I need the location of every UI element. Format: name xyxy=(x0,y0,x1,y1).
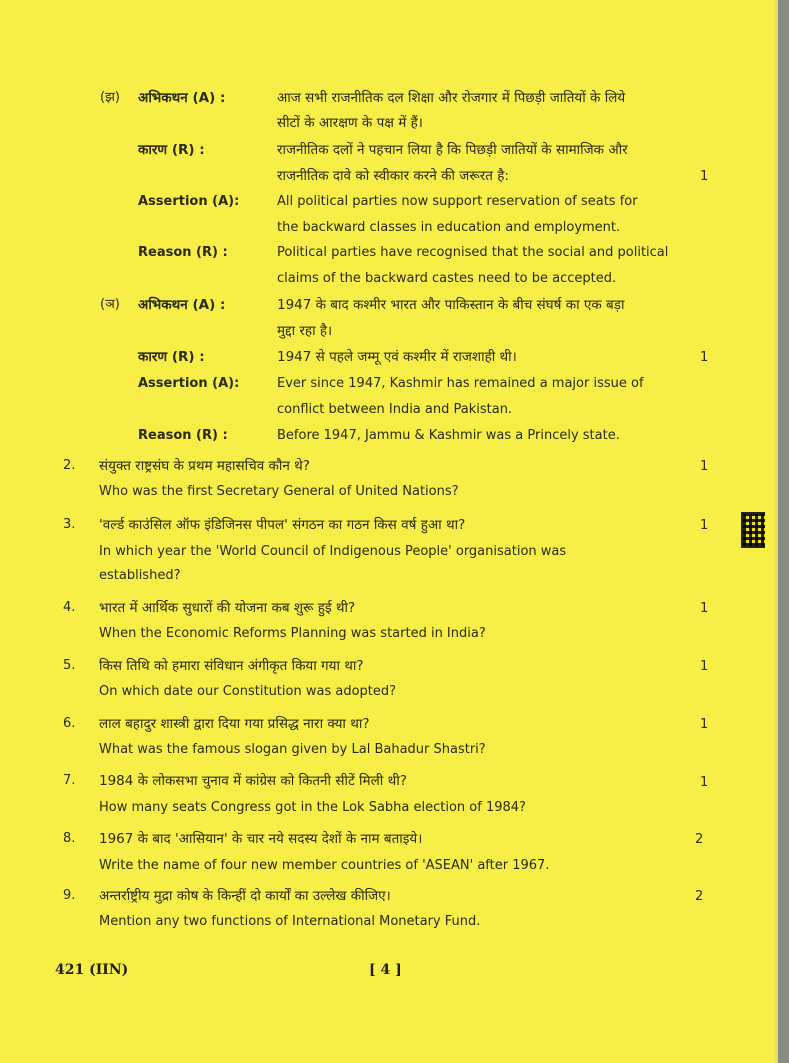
assertion-text-hi: आज सभी राजनीतिक दल शिक्षा और रोजगार में पिछड़ी जातियों के लिये xyxy=(277,90,626,106)
question-text-en: How many seats Congress got in the Lok Sabha election of 1984? xyxy=(99,800,526,815)
assertion-text-en: All political parties now support reservation of seats for xyxy=(277,194,638,209)
marks: 2 xyxy=(695,832,704,847)
question-text-en: Who was the first Secretary General of United Nations? xyxy=(99,484,459,499)
assertion-label-en: Assertion (A): xyxy=(138,376,240,391)
question-text-en: established? xyxy=(99,568,181,583)
question-number: 4. xyxy=(63,600,76,615)
marks: 1 xyxy=(700,350,709,365)
question-text-en: What was the famous slogan given by Lal Bahadur Shastri? xyxy=(99,742,486,757)
question-number: 5. xyxy=(63,658,76,673)
question-text-en: Write the name of four new member countries of 'ASEAN' after 1967. xyxy=(99,858,550,873)
assertion-text-hi: मुद्दा रहा है। xyxy=(277,323,333,339)
question-text-hi: 'वर्ल्ड काउंसिल ऑफ इंडिजिनस पीपल' संगठन का गठन किस वर्ष हुआ था? xyxy=(99,517,466,533)
paper-code: 421 (IIN) xyxy=(55,962,129,978)
question-text-hi: किस तिथि को हमारा संविधान अंगीकृत किया गया था? xyxy=(99,658,364,674)
question-number: 3. xyxy=(63,517,76,532)
assertion-text-hi: सीटों के आरक्षण के पक्ष में हैं। xyxy=(277,115,423,131)
marks: 1 xyxy=(700,169,709,184)
subq-marker-nja: (ञ) xyxy=(100,297,120,312)
marks: 2 xyxy=(695,889,704,904)
question-text-hi: अन्तर्राष्ट्रीय मुद्रा कोष के किन्हीं दो कार्यों का उल्लेख कीजिए। xyxy=(99,888,391,904)
question-text-en: On which date our Constitution was adopted? xyxy=(99,684,397,699)
reason-text-en: claims of the backward castes need to be accepted. xyxy=(277,271,617,286)
question-text-hi: भारत में आर्थिक सुधारों की योजना कब शुरू हुई थी? xyxy=(99,600,356,616)
question-number: 8. xyxy=(63,831,76,846)
assertion-text-en: conflict between India and Pakistan. xyxy=(277,402,513,417)
question-number: 9. xyxy=(63,888,76,903)
marks: 1 xyxy=(700,518,709,533)
question-text-en: Mention any two functions of International Monetary Fund. xyxy=(99,914,481,929)
subq-marker-jha: (झ) xyxy=(100,90,120,105)
assertion-label-en: Assertion (A): xyxy=(138,194,240,209)
marks: 1 xyxy=(700,601,709,616)
marks: 1 xyxy=(700,775,709,790)
question-number: 2. xyxy=(63,458,76,473)
question-text-en: When the Economic Reforms Planning was started in India? xyxy=(99,626,486,641)
question-text-hi: 1967 के बाद 'आसियान' के चार नये सदस्य देशों के नाम बताइये। xyxy=(99,831,423,847)
reason-text-hi: राजनीतिक दावे को स्वीकार करने की जरूरत है: xyxy=(277,168,509,184)
assertion-text-hi: 1947 के बाद कश्मीर भारत और पाकिस्तान के बीच संघर्ष का एक बड़ा xyxy=(277,297,625,313)
question-text-hi: 1984 के लोकसभा चुनाव में कांग्रेस को कितनी सीटें मिली थी? xyxy=(99,773,407,789)
marks: 1 xyxy=(700,459,709,474)
reason-label-hi: कारण (R) : xyxy=(138,349,205,365)
question-number: 6. xyxy=(63,716,76,731)
reason-text-en: Before 1947, Jammu & Kashmir was a Princely state. xyxy=(277,428,620,443)
reason-text-hi: राजनीतिक दलों ने पहचान लिया है कि पिछड़ी जातियों के सामाजिक और xyxy=(277,142,628,158)
question-text-hi: लाल बहादुर शास्त्री द्वारा दिया गया प्रसिद्ध नारा क्या था? xyxy=(99,716,370,732)
assertion-label-hi: अभिकथन (A) : xyxy=(138,297,226,313)
assertion-text-en: the backward classes in education and employment. xyxy=(277,220,621,235)
reason-label-hi: कारण (R) : xyxy=(138,142,205,158)
torn-edge xyxy=(765,0,789,1063)
marks: 1 xyxy=(700,717,709,732)
assertion-text-en: Ever since 1947, Kashmir has remained a major issue of xyxy=(277,376,644,391)
assertion-label-hi: अभिकथन (A) : xyxy=(138,90,226,106)
reason-text-en: Political parties have recognised that the social and political xyxy=(277,245,669,260)
reason-label-en: Reason (R) : xyxy=(138,428,228,443)
page-number: [ 4 ] xyxy=(369,962,402,978)
question-number: 7. xyxy=(63,773,76,788)
reason-text-hi: 1947 से पहले जम्मू एवं कश्मीर में राजशाही थी। xyxy=(277,349,517,365)
question-text-en: In which year the 'World Council of Indigenous People' organisation was xyxy=(99,544,567,559)
marks: 1 xyxy=(700,659,709,674)
question-text-hi: संयुक्त राष्ट्रसंघ के प्रथम महासचिव कौन थे? xyxy=(99,458,310,474)
reason-label-en: Reason (R) : xyxy=(138,245,228,260)
